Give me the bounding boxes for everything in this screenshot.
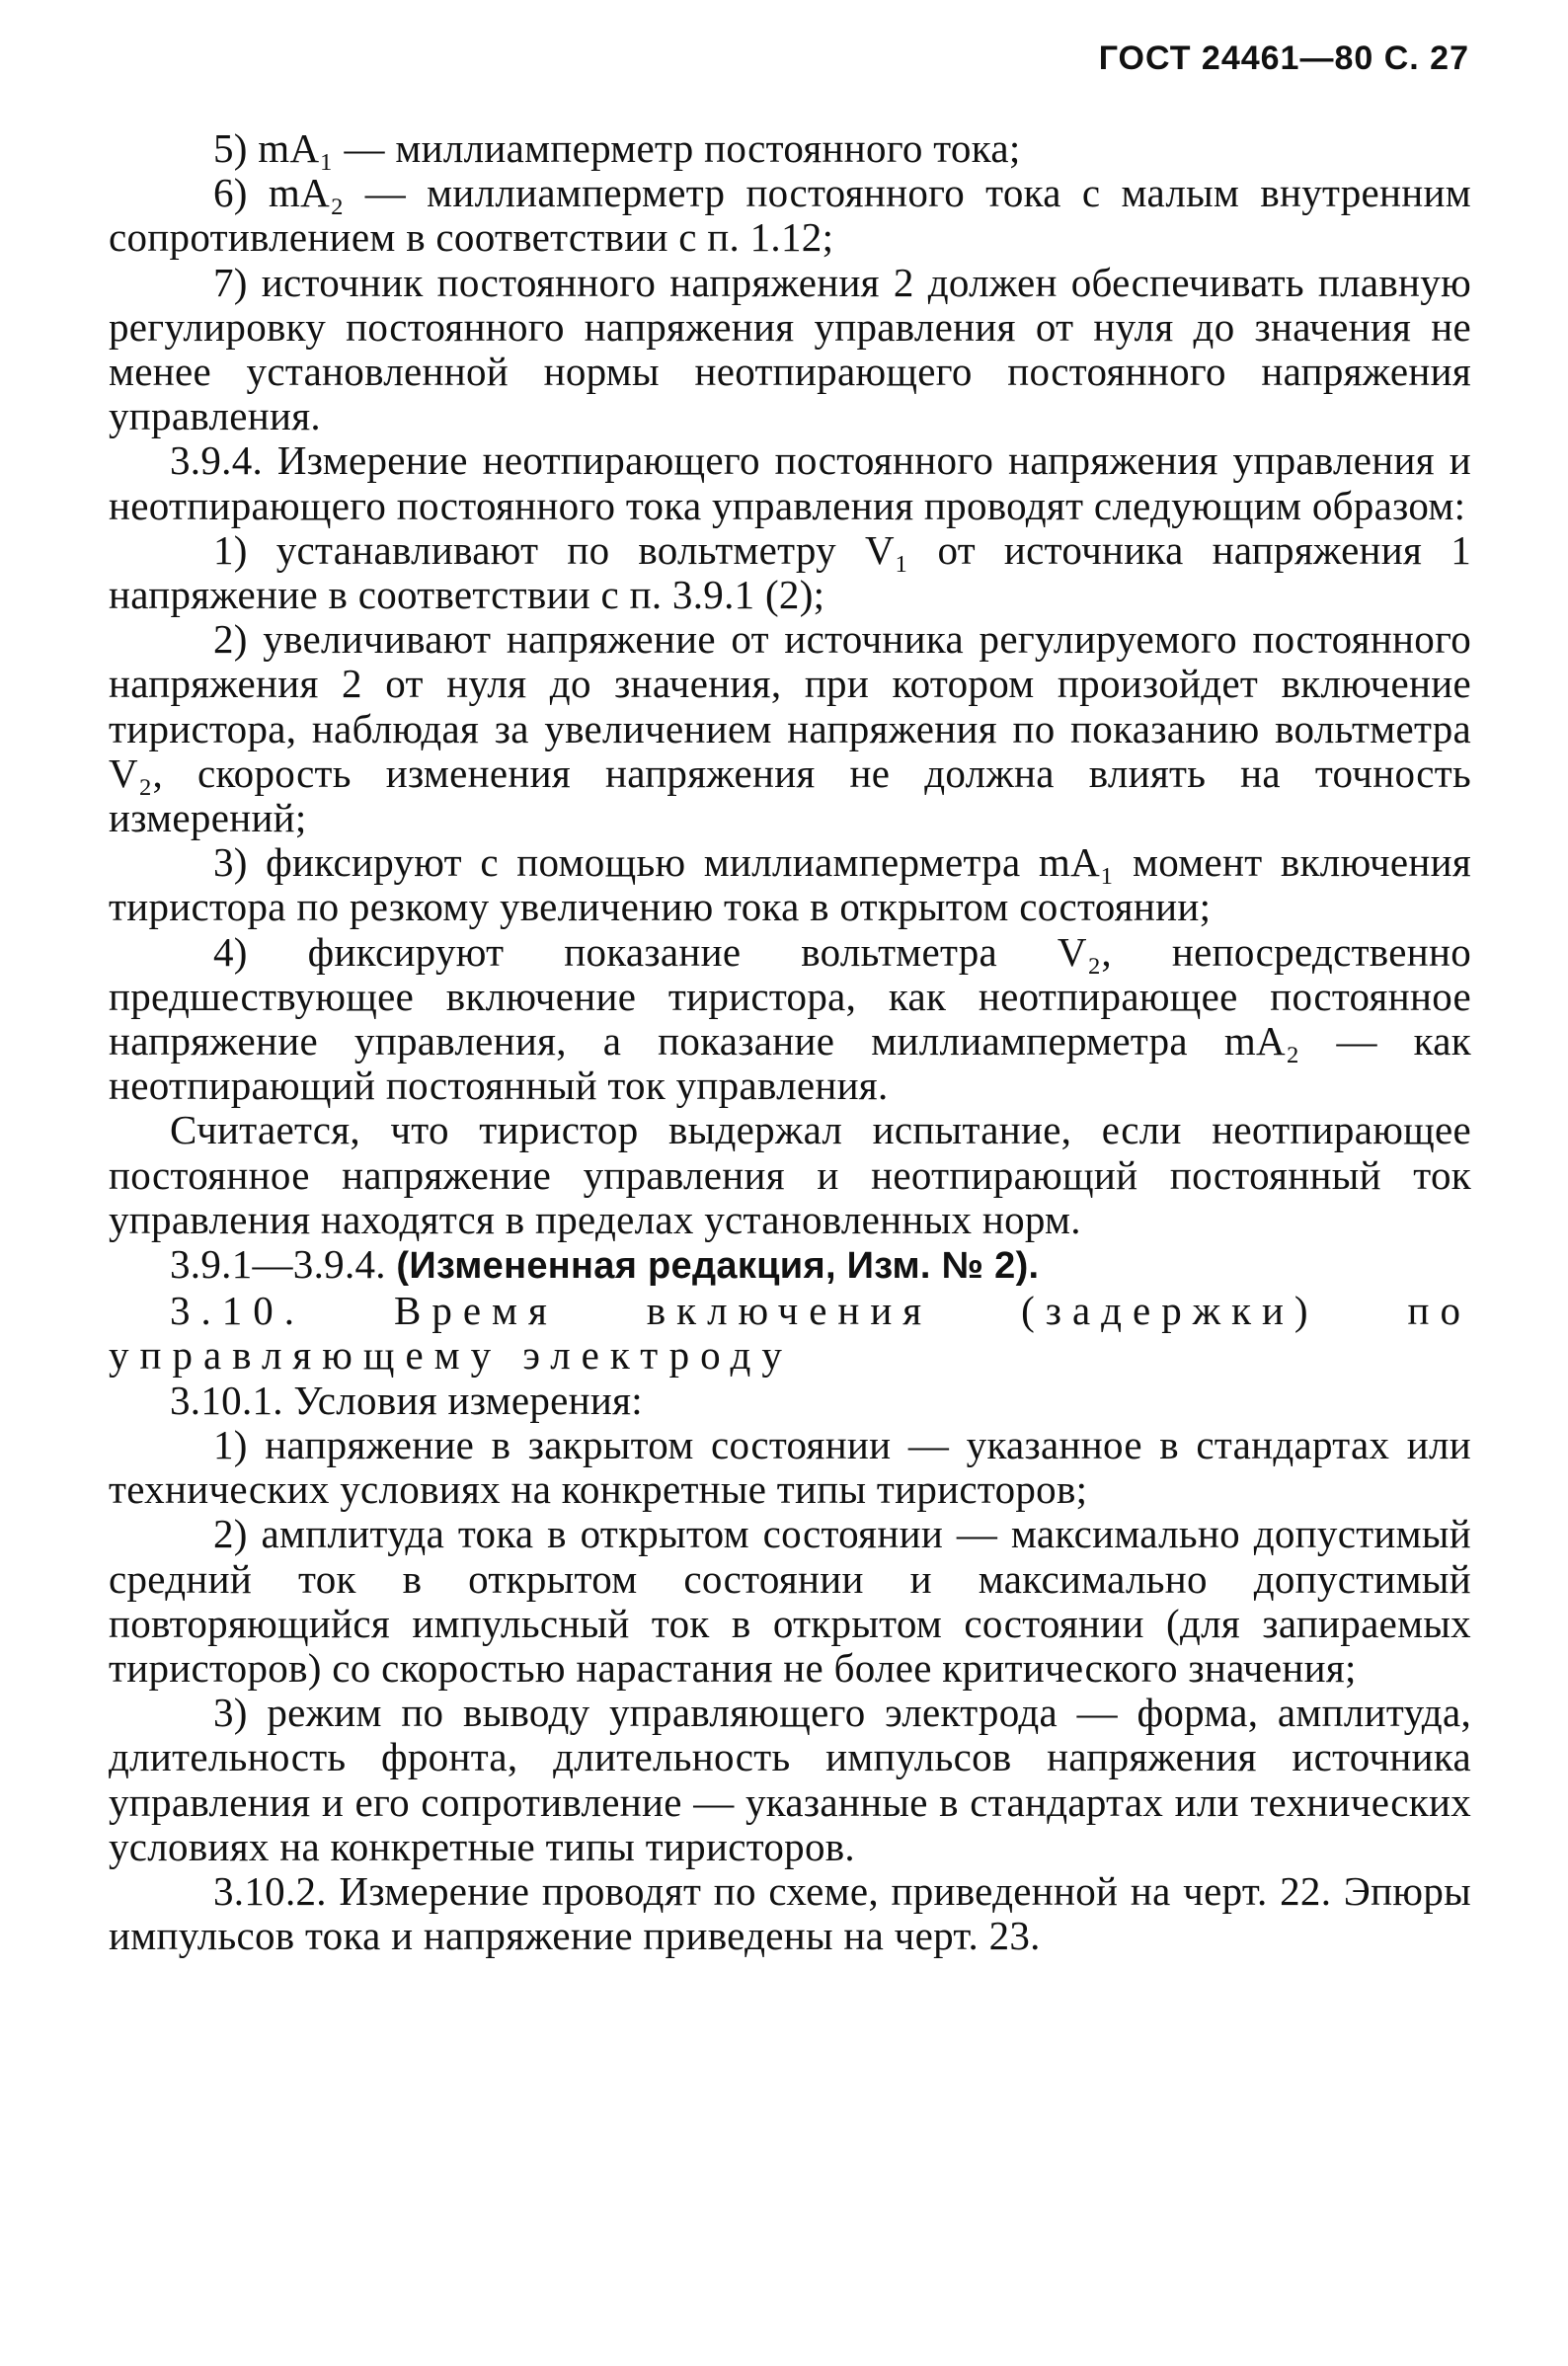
amendment-note: (Измененная редакция, Изм. № 2).	[396, 1245, 1040, 1288]
paragraph: 4) фиксируют показание вольтметра V₂, непосредственно предшествующее включение тиристора, как неотпирающее постоянное напряжение управления, а показание миллиамперметра mA₂ — как неотпирающий постоянный ток управления.	[109, 928, 1471, 1109]
paragraph: 3.10.2. Измерение проводят по схеме, приведенной на черт. 22. Эпюры импульсов тока и напряжение приведены на черт. 23.	[109, 1867, 1471, 1959]
paragraph: 3.9.4. Измерение неотпирающего постоянного напряжения управления и неотпирающего постоянного тока управления проводят следующим образом:	[109, 437, 1471, 528]
section-ref: 3.9.1—3.9.4.	[170, 1241, 386, 1288]
paragraph: 1) напряжение в закрытом состоянии — указанное в стандартах или технических условиях на конкретные типы тиристоров;	[109, 1421, 1471, 1513]
paragraph: 3) режим по выводу управляющего электрода — форма, амплитуда, длительность фронта, длительность импульсов напряжения источника управления и его сопротивление — указанные в стандартах или технических условиях на конкретные типы тиристоров.	[109, 1690, 1471, 1869]
amendment-line	[109, 1242, 1471, 1289]
paragraph: 1) устанавливают по вольтметру V₁ от источника напряжения 1 напряжение в соответствии с п. 3.9.1 (2);	[109, 526, 1471, 618]
page-header: ГОСТ 24461—80 С. 27	[1098, 39, 1469, 77]
paragraph: 6) mA₂ — миллиамперметр постоянного тока с малым внутренним сопротивлением в соответствии с п. 1.12;	[109, 170, 1471, 261]
document-body	[109, 126, 1471, 1958]
section-heading	[109, 1289, 1471, 1378]
paragraph: 5) mA₁ — миллиамперметр постоянного тока;	[213, 125, 1021, 171]
paragraph: 2) увеличивают напряжение от источника регулируемого постоянного напряжения 2 от нуля до значения, при котором произойдет включение тиристора, наблюдая за увеличением напряжения по показанию вольтметра V₂, скорость изменения напряжения не должна влиять на точность измерений;	[109, 616, 1471, 841]
section-title: 3.10. Время включения (задержки) по управляющему электроду	[109, 1288, 1471, 1379]
paragraph: 3) фиксируют с помощью миллиамперметра mA₁ момент включения тиристора по резкому увеличению тока в открытом состоянии;	[109, 839, 1471, 930]
paragraph: 2) амплитуда тока в открытом состоянии — максимально допустимый средний ток в открытом состоянии и максимально допустимый повторяющийся импульсный ток в открытом состоянии (для запираемых тиристоров) со скоростью нарастания не более критического значения;	[109, 1511, 1471, 1691]
paragraph: 7) источник постоянного напряжения 2 должен обеспечивать плавную регулировку постоянного напряжения управления от нуля до значения не менее установленной нормы неотпирающего постоянного напряжения управления.	[109, 259, 1471, 439]
paragraph: Считается, что тиристор выдержал испытание, если неотпирающее постоянное напряжение управления и неотпирающий постоянный ток управления находятся в пределах установленных норм.	[109, 1107, 1471, 1242]
paragraph: 3.10.1. Условия измерения:	[170, 1377, 643, 1423]
